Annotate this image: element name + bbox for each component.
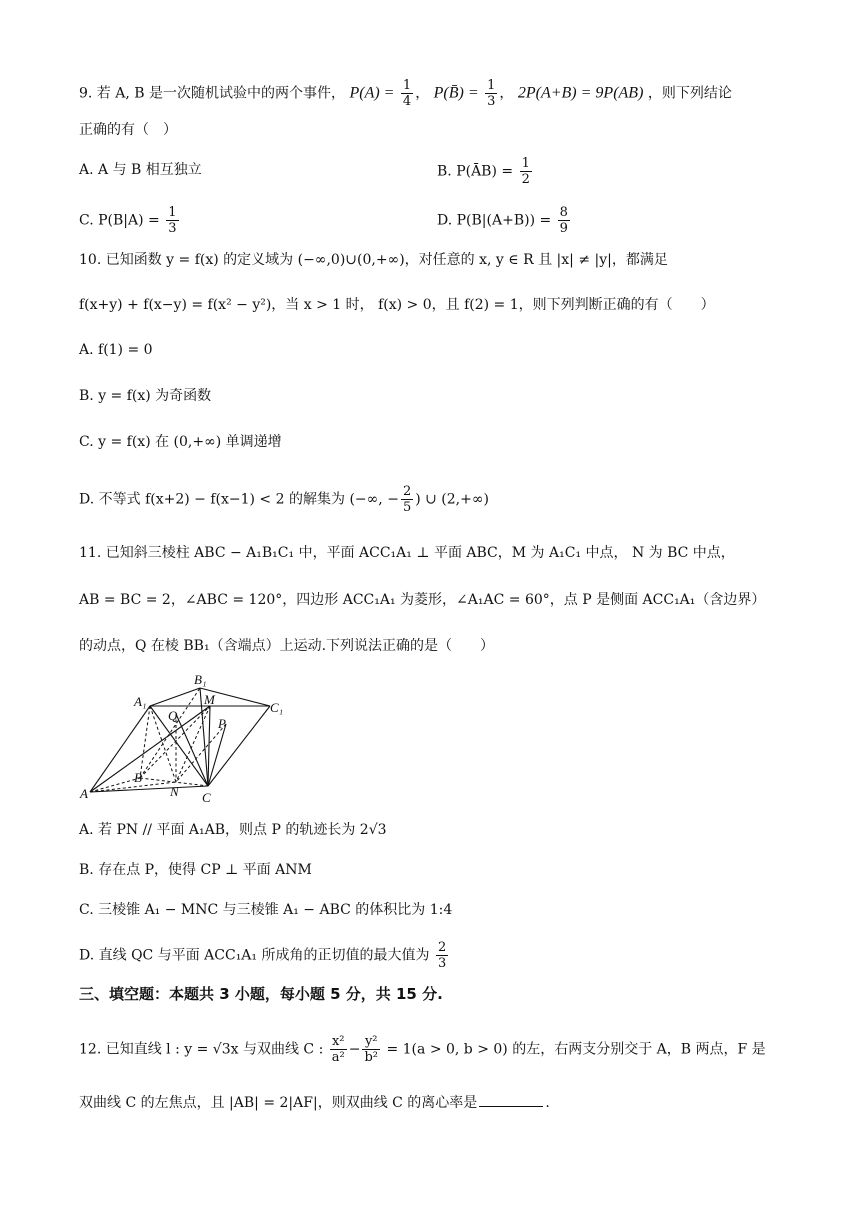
edge-A1-B1: [150, 688, 200, 706]
q9-stem-b: ，则下列结论: [647, 85, 732, 102]
q12-stem-line1: 12. 已知直线 l : y = √3x 与双曲线 C : $\frac{\text{x²}}{\text{a²}}$ − $\frac{\text{y²}}{\text{b²}}$ = 1(a > 0, b > 0) 的左，右两支分别交于 A，B 两点，F 是: [79, 1034, 766, 1065]
q9-option-c: C. P(B|A) = $\frac{1}{3}$: [79, 205, 177, 236]
line-A-N: [90, 782, 176, 792]
q11-option-c: C. 三棱锥 A₁ − MNC 与三棱锥 A₁ − ABC 的体积比为 1:4: [79, 902, 453, 918]
q9-option-d: D. P(B|(A+B)) = $\frac{8}{9}$: [437, 205, 568, 236]
q10-option-b: B. y = f(x) 为奇函数: [79, 388, 212, 404]
q10-stem-line2: f(x+y) + f(x−y) = f(x² − y²)，当 x > 1 时， f(x) > 0，且 f(2) = 1，则下列判断正确的有（ ）: [79, 297, 715, 313]
q11-option-d: D. 直线 QC 与平面 ACC₁A₁ 所成角的正切值的最大值为 $\frac{2}{3}$: [79, 940, 447, 971]
label-C: C: [202, 790, 211, 805]
section-3-title: 三、填空题：本题共 3 小题，每小题 5 分，共 15 分.: [79, 985, 443, 1003]
q11-stem-line3: 的动点，Q 在棱 BB₁（含端点）上运动.下列说法正确的是（ ）: [79, 638, 495, 654]
label-C1: C₁: [270, 700, 284, 715]
label-B: B: [134, 770, 142, 785]
q11-stem-line1: 11. 已知斜三棱柱 ABC − A₁B₁C₁ 中，平面 ACC₁A₁ ⊥ 平面 ABC，M 为 A₁C₁ 中点， N 为 BC 中点，: [79, 545, 735, 561]
label-M: M: [204, 692, 215, 707]
q9-stem-line1: 9. 若 A, B 是一次随机试验中的两个事件， P(A) = $\frac{1}{4}$ ， P(B̄) = $\frac{1}{3}$ ， 2P(A+B) = 9P(AB) ，则下列结论: [79, 78, 732, 109]
label-P: P: [218, 716, 226, 731]
q9-pb-frac: $\frac{1}{3}$: [487, 78, 496, 109]
q10-option-c: C. y = f(x) 在 (0,+∞) 单调递增: [79, 434, 282, 450]
label-B1: B₁: [194, 672, 207, 687]
line-A1-C: [150, 706, 208, 786]
label-A: A: [80, 786, 88, 801]
q12-stem-line2: 双曲线 C 的左焦点，且 |AB| = 2|AF|，则双曲线 C 的离心率是 .: [79, 1095, 550, 1111]
line-P-C: [208, 724, 226, 786]
label-A1: A₁: [134, 694, 147, 709]
q9-eq: 2P(A+B) = 9P(AB): [517, 84, 644, 102]
q10-option-d: D. 不等式 f(x+2) − f(x−1) < 2 的解集为 (−∞, − $\frac{2}{5}$ ) ∪ (2,+∞): [79, 484, 489, 515]
q9-stem-a: 9. 若 A, B 是一次随机试验中的两个事件，: [79, 85, 346, 102]
q11-option-b: B. 存在点 P，使得 CP ⊥ 平面 ANM: [79, 862, 312, 878]
q9-pa: P(A) =: [349, 84, 395, 102]
label-Q: Q: [168, 708, 178, 723]
line-M-C: [208, 706, 210, 786]
q9-option-b: B. P(ĀB) = $\frac{1}{2}$: [437, 156, 530, 187]
q9-pb: P(B̄) =: [433, 84, 479, 102]
q9-option-a: A. A 与 B 相互独立: [79, 162, 202, 178]
q9-stem-line2: 正确的有（ ）: [79, 122, 177, 138]
prism-figure: [78, 668, 298, 808]
label-N: N: [170, 784, 179, 799]
q11-stem-line2: AB = BC = 2，∠ABC = 120°，四边形 ACC₁A₁ 为菱形，∠A₁AC = 60°，点 P 是侧面 ACC₁A₁（含边界）: [79, 592, 766, 608]
answer-blank[interactable]: [479, 1106, 543, 1107]
q11-option-a: A. 若 PN // 平面 A₁AB，则点 P 的轨迹长为 2√3: [79, 822, 387, 838]
line-A1-B: [140, 706, 150, 778]
q10-option-a: A. f(1) = 0: [79, 342, 153, 358]
q10-stem-line1: 10. 已知函数 y = f(x) 的定义域为 (−∞,0)∪(0,+∞)，对任意的 x, y ∈ R 且 |x| ≠ |y|，都满足: [79, 252, 668, 268]
q9-pa-frac: $\frac{1}{4}$: [402, 78, 412, 109]
